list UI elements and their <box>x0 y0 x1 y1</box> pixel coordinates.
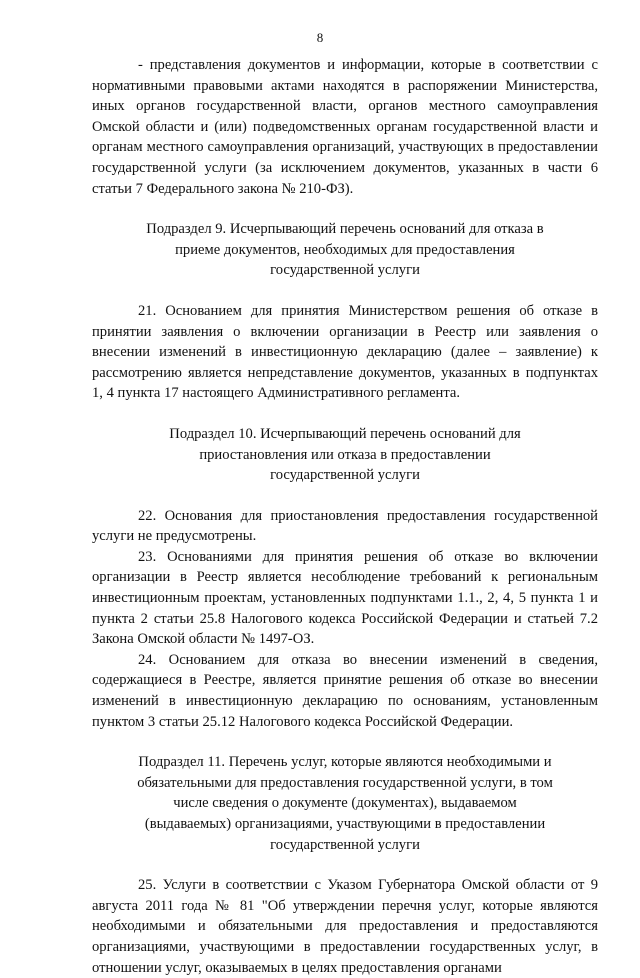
heading-subsection-10: Подраздел 10. Исчерпывающий перечень оснований для приостановления или отказа в предоставлении государственной услуги <box>169 425 521 484</box>
document-body <box>92 55 598 978</box>
paragraph-23: 23. Основаниями для принятия решения об отказе во включении организации в Реестр является несоблюдение требований к региональным инвестиционным проектам, установленных подпунктами 1.1., 2, 4, 5 пункта 1 и пункта 2 статьи 25.8 Налогового кодекса Российской Федерации и статьей 7.2 Закона Омской области № 1497-ОЗ. <box>92 548 598 648</box>
paragraph-documents-exception: - представления документов и информации, которые в соответствии с нормативными правовыми актами находятся в распоряжении Министерства, иных органов государственной власти, органов местного самоуправления Омской области и (или) подведомственных органам государственной власти и органам местного самоуправления организаций, участвующих в предоставлении государственной услуги (за исключением документов, указанных в части 6 статьи 7 Федерального закона № 210-ФЗ). <box>92 57 598 197</box>
heading-subsection-9: Подраздел 9. Исчерпывающий перечень оснований для отказа в приеме документов, необходимых для предоставления государственной услуги <box>146 221 544 279</box>
paragraph-24: 24. Основанием для отказа во внесении изменений в сведения, содержащиеся в Реестре, является принятие решения об отказе во внесении изменений в инвестиционную декларацию по основаниям, установленным пунктом 3 статьи 25.12 Налогового кодекса Российской Федерации. <box>92 651 598 730</box>
paragraph-22: 22. Основания для приостановления предоставления государственной услуги не предусмотрены. <box>92 507 598 545</box>
paragraph-25: 25. Услуги в соответствии с Указом Губернатора Омской области от 9 августа 2011 года № 81 "Об утверждении перечня услуг, которые являются необходимыми и обязательными для предоставления и предоставляются организациями, участвующими в предоставлении государственных услуг, в отношении услуг, оказываемых в целях предоставления органами <box>92 877 598 976</box>
paragraph-21: 21. Основанием для принятия Министерством решения об отказе в принятии заявления о включении организации в Реестр или заявления о внесении изменений в инвестиционную декларацию (далее – заявление) к рассмотрению является непредставление документов, указанных в подпунктах 1, 4 пункта 17 настоящего Административного регламента. <box>92 302 598 402</box>
heading-subsection-11: Подраздел 11. Перечень услуг, которые являются необходимыми и обязательными для предоставления государственной услуги, в том числе сведения о документе (документах), выдаваемом (выдаваемых) организациями, участвующими в предоставлении государственной услуги <box>137 754 553 853</box>
page-number: 8 <box>316 30 324 45</box>
